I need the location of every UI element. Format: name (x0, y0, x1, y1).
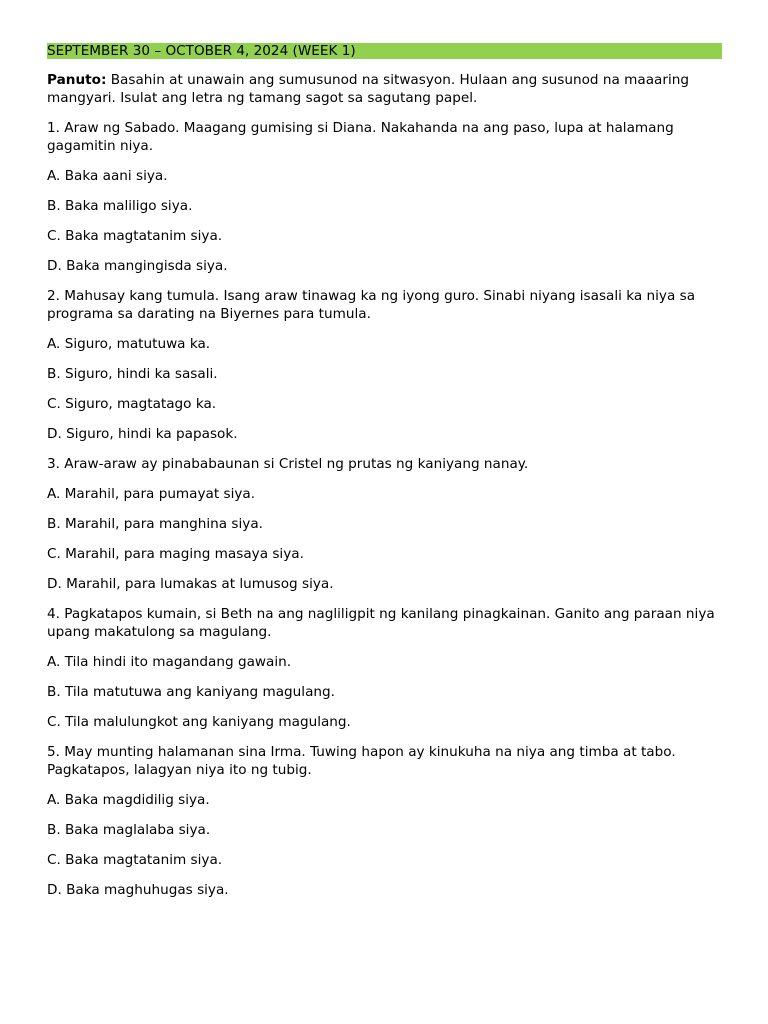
question-1-choice-c: C. Baka magtatanim siya. (47, 228, 223, 244)
question-5: 5. May munting halamanan sina Irma. Tuwing hapon ay kinukuha na niya ang timba at tabo. Pagkatapos, lalagyan niya ito ng tubig. (47, 744, 676, 778)
instructions-label: Panuto: (47, 72, 107, 88)
question-2-choice-d: D. Siguro, hindi ka papasok. (47, 426, 238, 442)
question-5-choice-a: A. Baka magdidilig siya. (47, 792, 210, 808)
question-3-choice-d: D. Marahil, para lumakas at lumusog siya. (47, 576, 334, 592)
question-1-choice-b: B. Baka maliligo siya. (47, 198, 193, 214)
question-3: 3. Araw-araw ay pinababaunan si Cristel ng prutas ng kaniyang nanay. (47, 456, 529, 472)
question-4-choice-b: B. Tila matutuwa ang kaniyang magulang. (47, 684, 335, 700)
question-4-choice-c: C. Tila malulungkot ang kaniyang magulang. (47, 714, 351, 730)
question-3-choice-b: B. Marahil, para manghina siya. (47, 516, 263, 532)
week-banner: SEPTEMBER 30 – OCTOBER 4, 2024 (WEEK 1) (47, 43, 722, 59)
question-2-choice-b: B. Siguro, hindi ka sasali. (47, 366, 218, 382)
worksheet-page (47, 43, 722, 911)
question-5-choice-d: D. Baka maghuhugas siya. (47, 882, 229, 898)
question-1-choice-d: D. Baka mangingisda siya. (47, 258, 228, 274)
question-4: 4. Pagkatapos kumain, si Beth na ang nagliligpit ng kanilang pinagkainan. Ganito ang paraan niya upang makatulong sa magulang. (47, 606, 715, 640)
question-3-choice-c: C. Marahil, para maging masaya siya. (47, 546, 304, 562)
instructions-text: Basahin at unawain ang sumusunod na sitwasyon. Hulaan ang susunod na maaaring mangyari. Isulat ang letra ng tamang sagot sa sagutang papel. (47, 72, 689, 106)
question-1-choice-a: A. Baka aani siya. (47, 168, 168, 184)
question-4-choice-a: A. Tila hindi ito magandang gawain. (47, 654, 292, 670)
question-3-choice-a: A. Marahil, para pumayat siya. (47, 486, 256, 502)
question-1: 1. Araw ng Sabado. Maagang gumising si Diana. Nakahanda na ang paso, lupa at halamang gagamitin niya. (47, 120, 674, 154)
question-5-choice-b: B. Baka maglalaba siya. (47, 822, 211, 838)
question-2: 2. Mahusay kang tumula. Isang araw tinawag ka ng iyong guro. Sinabi niyang isasali ka niya sa programa sa darating na Biyernes para tumula. (47, 288, 696, 322)
instructions (47, 71, 722, 107)
question-5-choice-c: C. Baka magtatanim siya. (47, 852, 223, 868)
question-2-choice-c: C. Siguro, magtatago ka. (47, 396, 217, 412)
question-2-choice-a: A. Siguro, matutuwa ka. (47, 336, 211, 352)
